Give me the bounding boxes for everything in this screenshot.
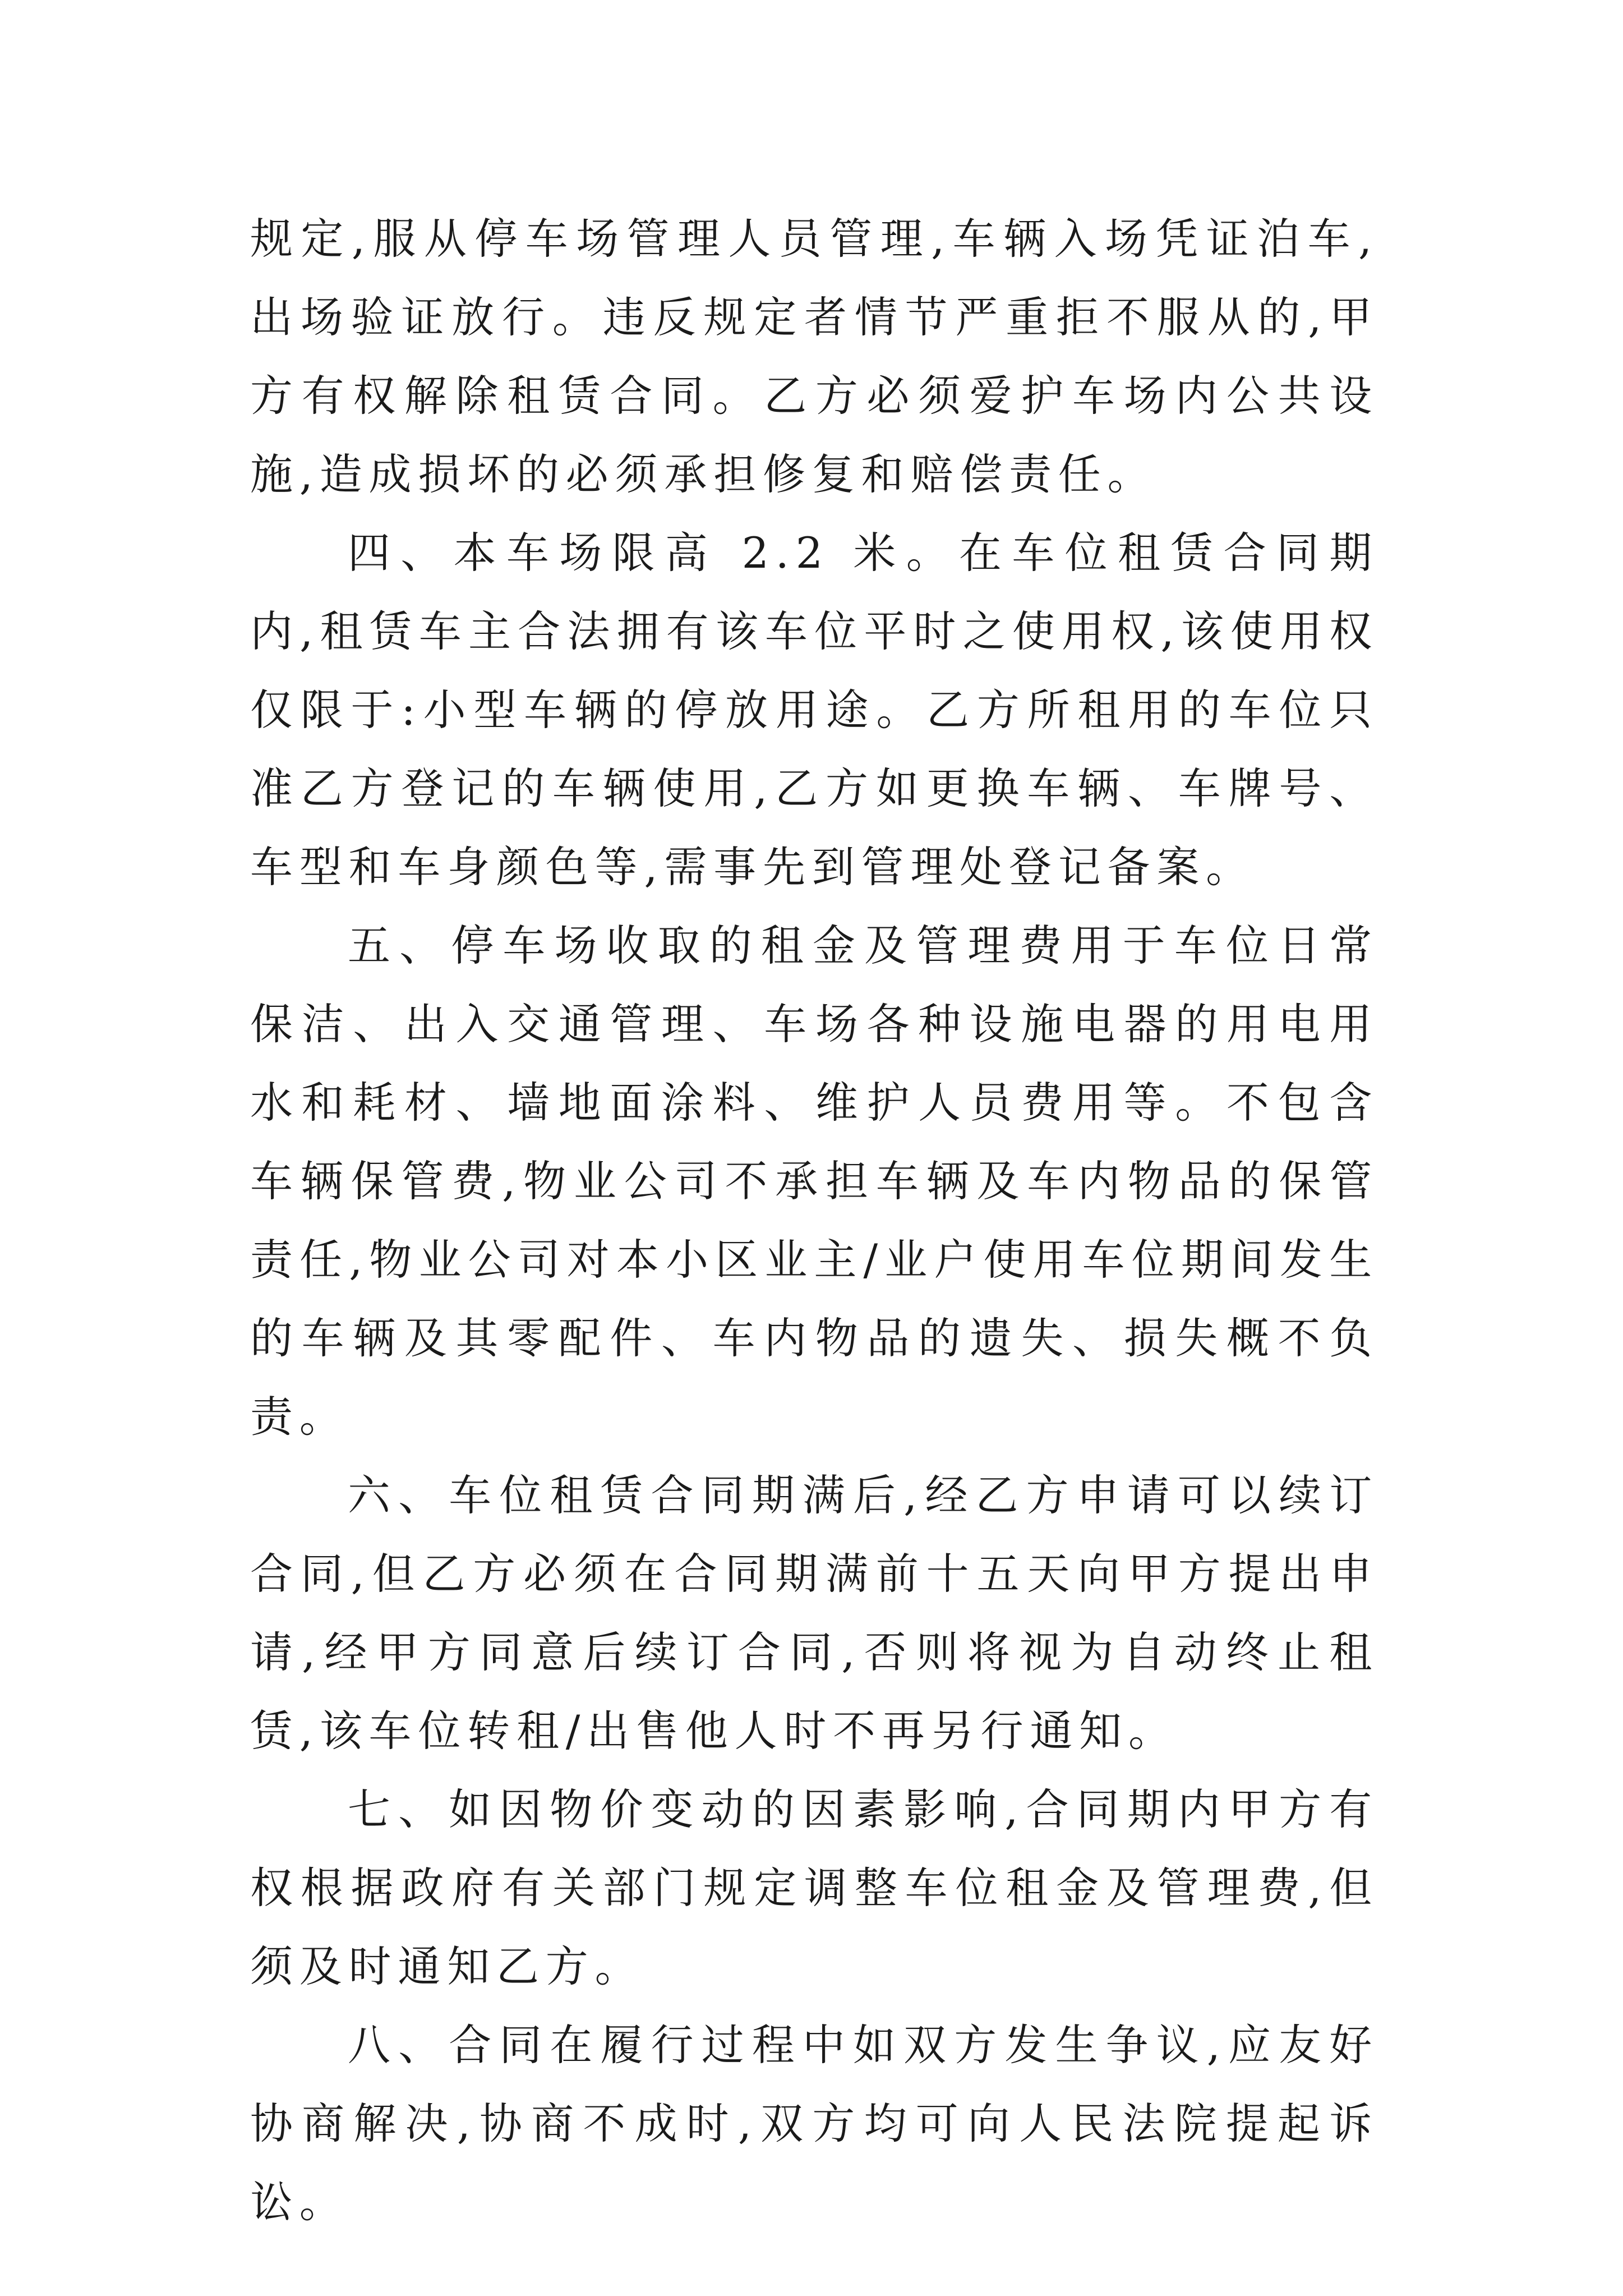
paragraph-continuation-clause-3: 规定,服从停车场管理人员管理,车辆入场凭证泊车,出场验证放行。违反规定者情节严重拒不服从的,甲方有权解除租赁合同。乙方必须爱护车场内公共设施,造成损坏的必须承担修复和赔偿责任。 (250, 214, 1378, 499)
paragraph-clause-4: 四、本车场限高 2.2 米。在车位租赁合同期内,租赁车主合法拥有该车位平时之使用权,该使用权仅限于:小型车辆的停放用途。乙方所租用的车位只准乙方登记的车辆使用,乙方如更换车辆、车牌号、车型和车身颜色等,需事先到管理处登记备案。 (250, 528, 1378, 892)
paragraph-clause-7: 七、如因物价变动的因素影响,合同期内甲方有权根据政府有关部门规定调整车位租金及管理费,但须及时通知乙方。 (250, 1784, 1378, 1991)
paragraph-clause-8: 八、合同在履行过程中如双方发生争议,应友好协商解决,协商不成时,双方均可向人民法院提起诉讼。 (250, 2020, 1378, 2227)
paragraph-clause-5: 五、停车场收取的租金及管理费用于车位日常保洁、出入交通管理、车场各种设施电器的用电用水和耗材、墙地面涂料、维护人员费用等。不包含车辆保管费,物业公司不承担车辆及车内物品的保管责任,物业公司对本小区业主/业户使用车位期间发生的车辆及其零配件、车内物品的遗失、损失概不负责。 (250, 921, 1378, 1442)
document-body (250, 200, 1378, 2242)
paragraph-clause-6: 六、车位租赁合同期满后,经乙方申请可以续订合同,但乙方必须在合同期满前十五天向甲方提出申请,经甲方同意后续订合同,否则将视为自动终止租赁,该车位转租/出售他人时不再另行通知。 (250, 1470, 1378, 1756)
